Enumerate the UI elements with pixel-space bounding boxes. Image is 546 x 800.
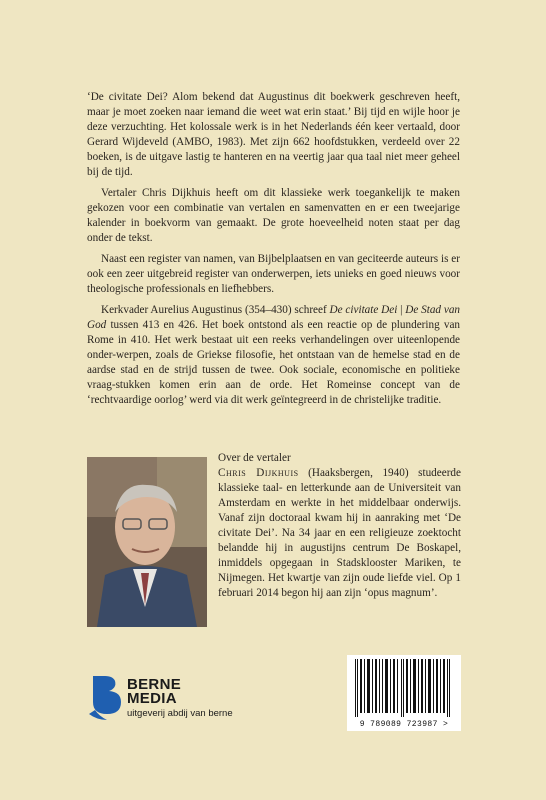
berne-logo-icon xyxy=(87,674,123,720)
publisher-name-line2: MEDIA xyxy=(127,690,177,707)
blurb-paragraph-1: ‘De civitate Dei? Alom bekend dat Augustinus dit boekwerk geschreven heeft, maar je moet zoeken naar iemand die weet wat erin staat.’ Bij tijd en wijle hoor je deze verzuchting. Het kolossale werk is in het Nederlands één keer vertaald, door Gerard Wijdeveld (AMBO, 1983). Met zijn 662 hoofdstukken, verdeeld over 22 boeken, is de uitgave lastig te hanteren en na veertig jaar qua taal niet meer geheel bij de tijd. xyxy=(87,91,460,178)
book-title-dutch: De Stad van God xyxy=(87,304,461,331)
publisher-name-line1: BERNE xyxy=(127,676,182,693)
blurb-paragraph-4 xyxy=(87,303,460,408)
translator-bio xyxy=(218,466,461,601)
title-separator: | xyxy=(397,304,406,316)
translator-bio-text: (Haaksbergen, 1940) studeerde klassieke taal- en letterkunde aan de Universiteit van Amsterdam en werkte in het middelbaar onderwijs. Vanaf zijn doctoraal kwam hij in aanraking met ‘De civitate Dei’. Na 34 jaar en een religieuze zoektocht belandde hij in augustijns centrum De Boskapel, inmiddels opgegaan in Stadsklooster Mariken, te Nijmegen. Het kwartje van zijn oude liefde viel. Op 1 februari 2014 begon hij aan zijn ‘opus magnum’. xyxy=(218,467,461,599)
isbn-digits: 9 789089 723987 > xyxy=(359,720,449,729)
publisher-logo xyxy=(87,674,237,722)
blurb-paragraph-2: Vertaler Chris Dijkhuis heeft om dit klassieke werk toegankelijk te maken gekozen voor een combinatie van vertalen en samenvatten en er een tweejarige kalender in boekvorm van gemaakt. De grote hoeveelheid noten staat per dag onder de tekst. xyxy=(87,187,460,244)
translator-section xyxy=(218,451,461,601)
blurb-paragraph-3: Naast een register van namen, van Bijbelplaatsen en van geciteerde auteurs is er ook een zeer uitgebreid register van onderwerpen, iets unieks en goed nieuws voor theologische professionals en liefhebbers. xyxy=(87,253,460,295)
translator-name: Chris Dijkhuis xyxy=(218,467,299,479)
barcode-bars xyxy=(347,659,461,723)
isbn-barcode xyxy=(347,655,461,731)
blurb-text xyxy=(87,90,460,414)
translator-heading: Over de vertaler xyxy=(218,452,291,464)
publisher-name xyxy=(127,678,181,706)
translator-photo xyxy=(87,457,207,627)
p4-rest: tussen 413 en 426. Het boek ontstond als een reactie op de plundering van Rome in 410. Het werk bestaat uit een reeks verhandelingen over uiteenlopende onder-werpen, zoals de Griekse filosofie, het ontstaan van de hemelse stad en de aardse stad en de strijd tussen de twee. Ook sociale, economische en politieke vraag-stukken komen erin aan de orde. Het Romeinse concept van de ‘rechtvaardige oorlog’ werd via dit werk geïntegreerd in de christelijke traditie. xyxy=(87,319,460,406)
publisher-tagline: uitgeverij abdij van berne xyxy=(127,708,233,719)
book-title-latin: De civitate Dei xyxy=(329,304,398,316)
p4-intro: Kerkvader Aurelius Augustinus (354–430) schreef xyxy=(101,304,330,316)
